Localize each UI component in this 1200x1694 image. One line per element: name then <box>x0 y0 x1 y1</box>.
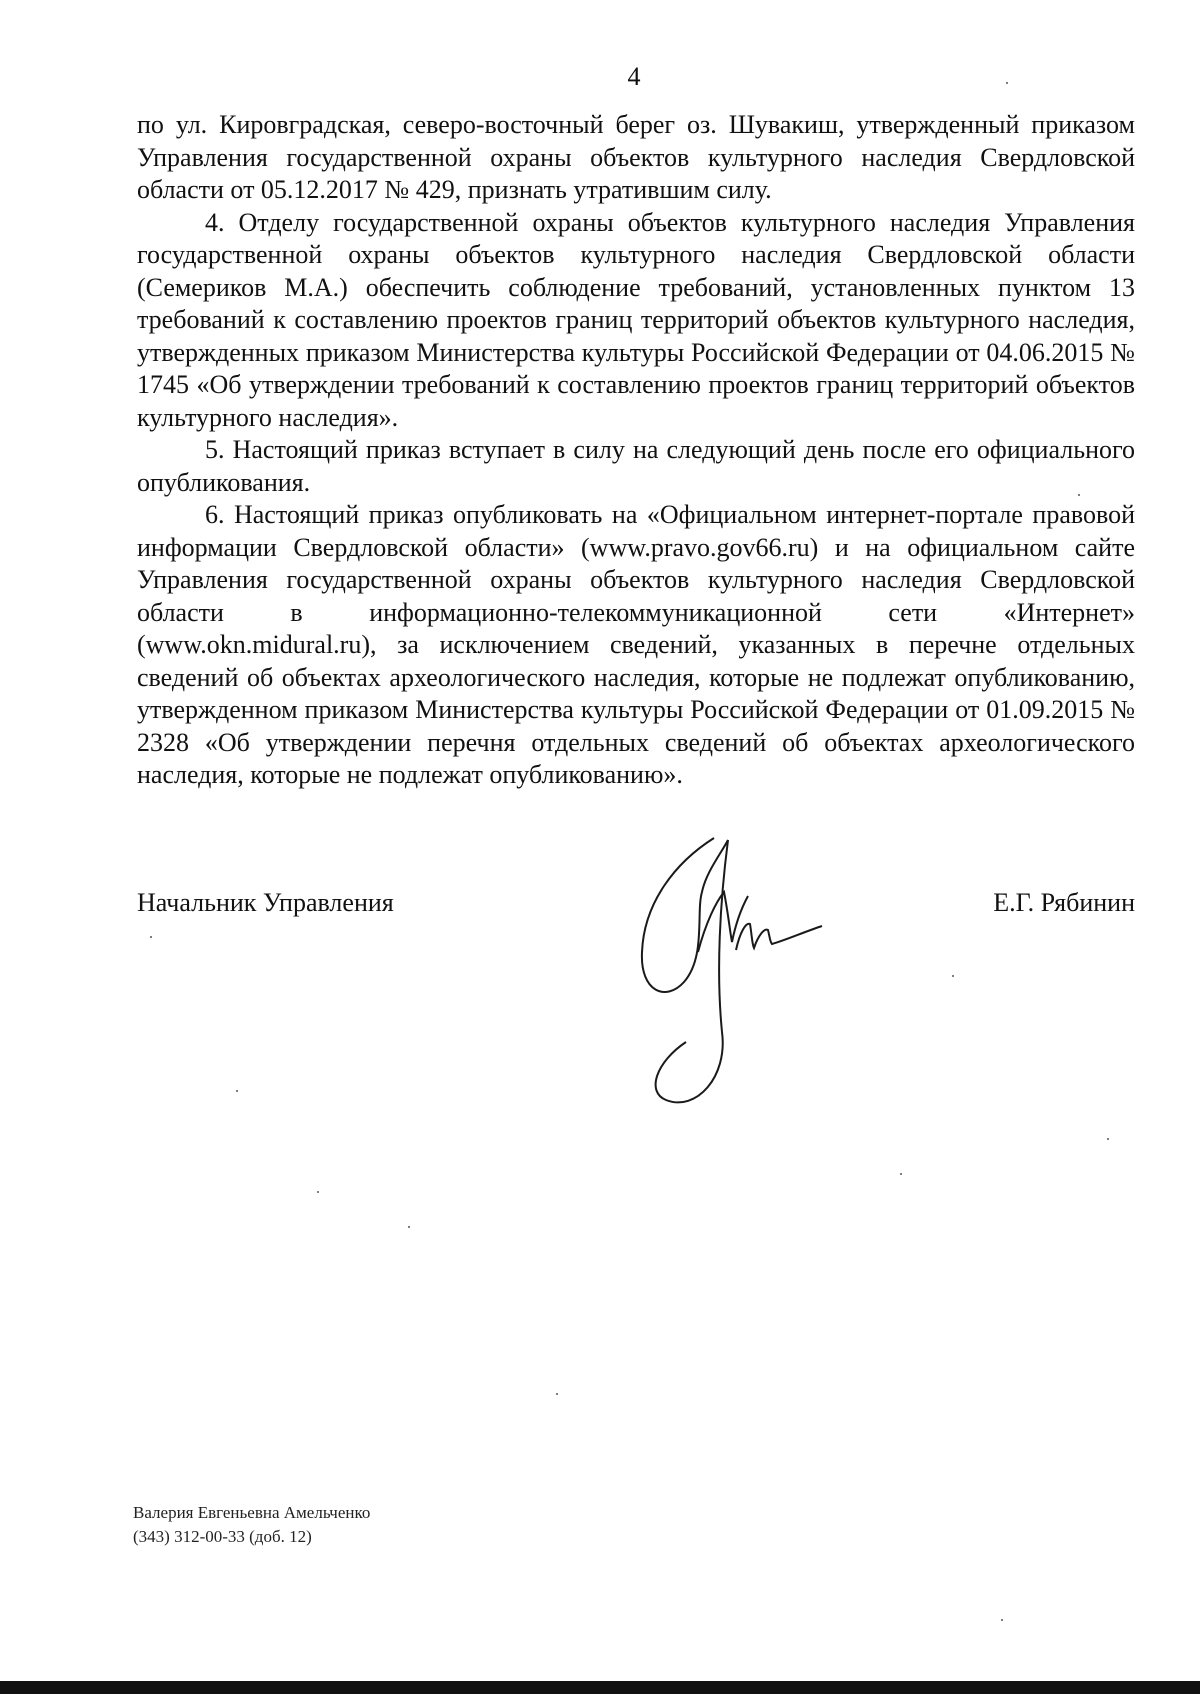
scan-border <box>0 1681 1200 1694</box>
scan-speck <box>1006 82 1008 84</box>
scan-speck <box>1001 1619 1003 1621</box>
scan-speck <box>1107 1138 1109 1140</box>
scan-speck <box>1078 494 1080 496</box>
scan-speck <box>952 975 954 977</box>
paragraph-item-4: 4. Отделу государственной охраны объектов культурного наследия Управления государственной охраны объектов культурного наследия Свердловской области (Семериков М.А.) обеспечить соблюдение требований, установленных пунктом 13 требований к составлению проектов границ территорий объектов культурного наследия, утвержденных приказом Министерства культуры Российской Федерации от 04.06.2015 № 1745 «Об утверждении требований к составлению проектов границ территорий объектов культурного наследия». <box>137 207 1135 432</box>
signatory-name: Е.Г. Рябинин <box>993 888 1135 917</box>
scan-speck <box>317 1191 319 1193</box>
executor-info <box>133 1501 370 1549</box>
executor-phone: (343) 312-00-33 (доб. 12) <box>133 1527 312 1546</box>
paragraph-item-5: 5. Настоящий приказ вступает в силу на следующий день после его официального опубликования. <box>137 435 1135 497</box>
handwritten-signature <box>636 832 856 1122</box>
document-body <box>137 109 1135 792</box>
scan-speck <box>236 1090 238 1092</box>
paragraph-continuation: по ул. Кировградская, северо-восточный берег оз. Шувакиш, утвержденный приказом Управления государственной охраны объектов культурного наследия Свердловской области от 05.12.2017 № 429, признать утратившим силу. <box>137 110 1135 204</box>
paragraph-item-6: 6. Настоящий приказ опубликовать на «Официальном интернет-портале правовой информации Свердловской области» (www.pravo.gov66.ru) и на официальном сайте Управления государственной охраны объектов культурного наследия Свердловской области в информационно-телекоммуникационной сети «Интернет» (www.okn.midural.ru), за исключением сведений, указанных в перечне отдельных сведений об объектах археологического наследия, которые не подлежат опубликованию, утвержденном приказом Министерства культуры Российской Федерации от 01.09.2015 № 2328 «Об утверждении перечня отдельных сведений об объектах археологического наследия, которые не подлежат опубликованию». <box>137 500 1135 789</box>
scan-speck <box>150 936 152 938</box>
signatory-position: Начальник Управления <box>137 888 394 917</box>
executor-name: Валерия Евгеньевна Амельченко <box>133 1503 371 1522</box>
scan-speck <box>900 1173 902 1175</box>
scan-speck <box>556 1393 558 1395</box>
scan-speck <box>408 1226 410 1228</box>
page-number: 4 <box>627 62 641 91</box>
